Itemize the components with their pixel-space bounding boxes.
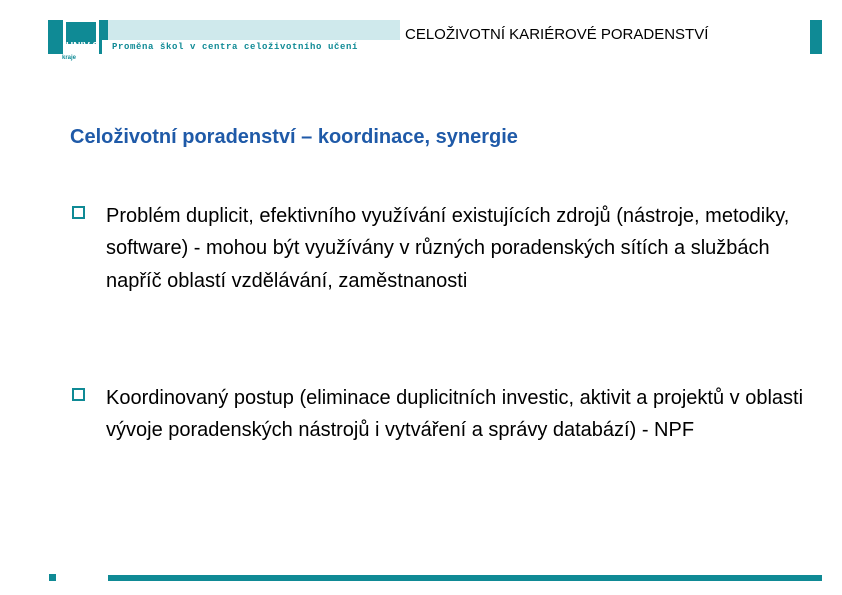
header-title: CELOŽIVOTNÍ KARIÉROVÉ PORADENSTVÍ <box>405 26 709 43</box>
bullet-text: Koordinovaný postup (eliminace duplicitních investic, aktivit a projektů v oblasti vývoje poradenských nástrojů i vytváření a správy databází) - NPF <box>106 387 804 442</box>
checkbox-bullet-icon <box>72 388 85 401</box>
footer-square <box>49 574 56 581</box>
logo-text: UNIV 2 <box>66 41 99 52</box>
footer-bar <box>108 575 822 581</box>
section-title: Celoživotní poradenství – koordinace, synergie <box>70 126 518 148</box>
header-subtitle: Proměna škol v centra celoživotního učení <box>112 42 359 52</box>
bullet-text: Problém duplicit, efektivního využívání existujících zdrojů (nástroje, metodiky, software) - mohou být využívány v různých poradenských sítích a službách napříč oblastí vzdělávání, zaměstnanosti <box>106 205 790 292</box>
bullet-item-1 <box>72 200 812 297</box>
logo-subtext: kraje <box>62 55 77 61</box>
bullet-item-2 <box>72 382 812 447</box>
checkbox-bullet-icon <box>72 206 85 219</box>
header-right-accent <box>810 20 822 54</box>
